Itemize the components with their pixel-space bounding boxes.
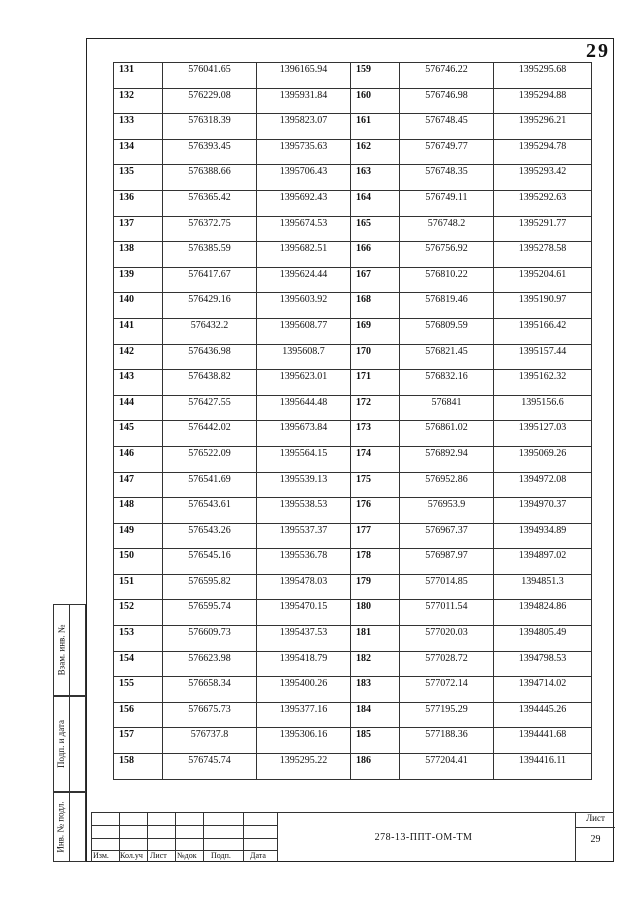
side-label-inventory: Инв. № подл. bbox=[56, 801, 66, 853]
point-number-cell: 164 bbox=[351, 190, 400, 216]
point-number-cell: 174 bbox=[351, 446, 400, 472]
point-number-cell: 138 bbox=[114, 242, 163, 268]
y-coordinate-cell: 1395603.92 bbox=[257, 293, 351, 319]
x-coordinate-cell: 576987.97 bbox=[400, 549, 494, 575]
point-number-cell: 185 bbox=[351, 728, 400, 754]
y-coordinate-cell: 1395157.44 bbox=[494, 344, 592, 370]
table-row bbox=[114, 728, 592, 754]
y-coordinate-cell: 1395624.44 bbox=[257, 267, 351, 293]
y-coordinate-cell: 1395306.16 bbox=[257, 728, 351, 754]
x-coordinate-cell: 576543.61 bbox=[163, 498, 257, 524]
x-coordinate-cell: 576442.02 bbox=[163, 421, 257, 447]
x-coordinate-cell: 576365.42 bbox=[163, 190, 257, 216]
sheet-value: 29 bbox=[590, 834, 601, 845]
point-number-cell: 131 bbox=[114, 63, 163, 89]
point-number-cell: 159 bbox=[351, 63, 400, 89]
point-number-cell: 134 bbox=[114, 139, 163, 165]
table-row bbox=[114, 216, 592, 242]
y-coordinate-cell: 1395296.21 bbox=[494, 114, 592, 140]
y-coordinate-cell: 1395162.32 bbox=[494, 370, 592, 396]
table-row bbox=[114, 446, 592, 472]
point-number-cell: 146 bbox=[114, 446, 163, 472]
table-row bbox=[114, 651, 592, 677]
x-coordinate-cell: 576821.45 bbox=[400, 344, 494, 370]
x-coordinate-cell: 576427.55 bbox=[163, 395, 257, 421]
point-number-cell: 169 bbox=[351, 318, 400, 344]
table-row bbox=[114, 702, 592, 728]
table-row bbox=[114, 242, 592, 268]
y-coordinate-cell: 1394805.49 bbox=[494, 626, 592, 652]
y-coordinate-cell: 1395291.77 bbox=[494, 216, 592, 242]
y-coordinate-cell: 1395608.7 bbox=[257, 344, 351, 370]
stamp-header-signature: Подп. bbox=[211, 851, 231, 860]
x-coordinate-cell: 576967.37 bbox=[400, 523, 494, 549]
table-row bbox=[114, 626, 592, 652]
y-coordinate-cell: 1395682.51 bbox=[257, 242, 351, 268]
point-number-cell: 136 bbox=[114, 190, 163, 216]
table-row bbox=[114, 754, 592, 780]
x-coordinate-cell: 576545.16 bbox=[163, 549, 257, 575]
y-coordinate-cell: 1395564.15 bbox=[257, 446, 351, 472]
point-number-cell: 149 bbox=[114, 523, 163, 549]
x-coordinate-cell: 576543.26 bbox=[163, 523, 257, 549]
y-coordinate-cell: 1395706.43 bbox=[257, 165, 351, 191]
y-coordinate-cell: 1394970.37 bbox=[494, 498, 592, 524]
point-number-cell: 179 bbox=[351, 574, 400, 600]
y-coordinate-cell: 1395156.6 bbox=[494, 395, 592, 421]
x-coordinate-cell: 576417.67 bbox=[163, 267, 257, 293]
point-number-cell: 135 bbox=[114, 165, 163, 191]
x-coordinate-cell: 576041.65 bbox=[163, 63, 257, 89]
y-coordinate-cell: 1395166.42 bbox=[494, 318, 592, 344]
point-number-cell: 152 bbox=[114, 600, 163, 626]
y-coordinate-cell: 1395377.16 bbox=[257, 702, 351, 728]
y-coordinate-cell: 1395823.07 bbox=[257, 114, 351, 140]
x-coordinate-cell: 576623.98 bbox=[163, 651, 257, 677]
x-coordinate-cell: 576522.09 bbox=[163, 446, 257, 472]
point-number-cell: 186 bbox=[351, 754, 400, 780]
point-number-cell: 140 bbox=[114, 293, 163, 319]
table-row bbox=[114, 549, 592, 575]
table-row bbox=[114, 677, 592, 703]
table-row bbox=[114, 190, 592, 216]
y-coordinate-cell: 1394934.89 bbox=[494, 523, 592, 549]
document-code: 278-13-ППТ-ОМ-ТМ bbox=[374, 831, 473, 843]
table-row bbox=[114, 63, 592, 89]
y-coordinate-cell: 1395190.97 bbox=[494, 293, 592, 319]
y-coordinate-cell: 1394441.68 bbox=[494, 728, 592, 754]
x-coordinate-cell: 576748.45 bbox=[400, 114, 494, 140]
point-number-cell: 175 bbox=[351, 472, 400, 498]
x-coordinate-cell: 576745.74 bbox=[163, 754, 257, 780]
x-coordinate-cell: 576393.45 bbox=[163, 139, 257, 165]
x-coordinate-cell: 576436.98 bbox=[163, 344, 257, 370]
x-coordinate-cell: 576658.34 bbox=[163, 677, 257, 703]
point-number-cell: 155 bbox=[114, 677, 163, 703]
point-number-cell: 157 bbox=[114, 728, 163, 754]
x-coordinate-cell: 576746.22 bbox=[400, 63, 494, 89]
x-coordinate-cell: 576595.74 bbox=[163, 600, 257, 626]
y-coordinate-cell: 1395127.03 bbox=[494, 421, 592, 447]
y-coordinate-cell: 1394416.11 bbox=[494, 754, 592, 780]
x-coordinate-cell: 576429.16 bbox=[163, 293, 257, 319]
y-coordinate-cell: 1395608.77 bbox=[257, 318, 351, 344]
side-label-replace: Взам. инв. № bbox=[56, 624, 66, 676]
point-number-cell: 168 bbox=[351, 293, 400, 319]
table-row bbox=[114, 88, 592, 114]
x-coordinate-cell: 576748.2 bbox=[400, 216, 494, 242]
x-coordinate-cell: 576385.59 bbox=[163, 242, 257, 268]
y-coordinate-cell: 1394824.86 bbox=[494, 600, 592, 626]
sheet-label: Лист bbox=[576, 813, 615, 828]
point-number-cell: 161 bbox=[351, 114, 400, 140]
y-coordinate-cell: 1395673.84 bbox=[257, 421, 351, 447]
y-coordinate-cell: 1395470.15 bbox=[257, 600, 351, 626]
side-approval-strip bbox=[53, 604, 86, 862]
point-number-cell: 178 bbox=[351, 549, 400, 575]
x-coordinate-cell: 576749.11 bbox=[400, 190, 494, 216]
point-number-cell: 160 bbox=[351, 88, 400, 114]
y-coordinate-cell: 1395295.68 bbox=[494, 63, 592, 89]
point-number-cell: 180 bbox=[351, 600, 400, 626]
point-number-cell: 133 bbox=[114, 114, 163, 140]
point-number-cell: 177 bbox=[351, 523, 400, 549]
y-coordinate-cell: 1395931.84 bbox=[257, 88, 351, 114]
x-coordinate-cell: 577204.41 bbox=[400, 754, 494, 780]
x-coordinate-cell: 577195.29 bbox=[400, 702, 494, 728]
point-number-cell: 182 bbox=[351, 651, 400, 677]
point-number-cell: 132 bbox=[114, 88, 163, 114]
point-number-cell: 137 bbox=[114, 216, 163, 242]
table-row bbox=[114, 267, 592, 293]
y-coordinate-cell: 1395204.61 bbox=[494, 267, 592, 293]
table-row bbox=[114, 600, 592, 626]
x-coordinate-cell: 576861.02 bbox=[400, 421, 494, 447]
point-number-cell: 148 bbox=[114, 498, 163, 524]
table-row bbox=[114, 421, 592, 447]
table-row bbox=[114, 344, 592, 370]
point-number-cell: 150 bbox=[114, 549, 163, 575]
y-coordinate-cell: 1395537.37 bbox=[257, 523, 351, 549]
x-coordinate-cell: 576438.82 bbox=[163, 370, 257, 396]
x-coordinate-cell: 576229.08 bbox=[163, 88, 257, 114]
point-number-cell: 156 bbox=[114, 702, 163, 728]
x-coordinate-cell: 577072.14 bbox=[400, 677, 494, 703]
point-number-cell: 172 bbox=[351, 395, 400, 421]
x-coordinate-cell: 576609.73 bbox=[163, 626, 257, 652]
point-number-cell: 162 bbox=[351, 139, 400, 165]
y-coordinate-cell: 1396165.94 bbox=[257, 63, 351, 89]
point-number-cell: 154 bbox=[114, 651, 163, 677]
x-coordinate-cell: 577188.36 bbox=[400, 728, 494, 754]
x-coordinate-cell: 576432.2 bbox=[163, 318, 257, 344]
y-coordinate-cell: 1395735.63 bbox=[257, 139, 351, 165]
x-coordinate-cell: 576819.46 bbox=[400, 293, 494, 319]
y-coordinate-cell: 1395069.26 bbox=[494, 446, 592, 472]
y-coordinate-cell: 1394897.02 bbox=[494, 549, 592, 575]
point-number-cell: 183 bbox=[351, 677, 400, 703]
y-coordinate-cell: 1395418.79 bbox=[257, 651, 351, 677]
stamp-header-change: Изм. bbox=[93, 851, 109, 860]
table-row bbox=[114, 114, 592, 140]
point-number-cell: 141 bbox=[114, 318, 163, 344]
x-coordinate-cell: 576756.92 bbox=[400, 242, 494, 268]
x-coordinate-cell: 576746.98 bbox=[400, 88, 494, 114]
point-number-cell: 184 bbox=[351, 702, 400, 728]
point-number-cell: 176 bbox=[351, 498, 400, 524]
x-coordinate-cell: 576737.8 bbox=[163, 728, 257, 754]
y-coordinate-cell: 1395536.78 bbox=[257, 549, 351, 575]
table-row bbox=[114, 318, 592, 344]
x-coordinate-cell: 576748.35 bbox=[400, 165, 494, 191]
y-coordinate-cell: 1394798.53 bbox=[494, 651, 592, 677]
page-number: 29 bbox=[586, 40, 610, 62]
point-number-cell: 145 bbox=[114, 421, 163, 447]
stamp-header-sheet: Лист bbox=[150, 851, 167, 860]
y-coordinate-cell: 1395674.53 bbox=[257, 216, 351, 242]
point-number-cell: 142 bbox=[114, 344, 163, 370]
y-coordinate-cell: 1395294.78 bbox=[494, 139, 592, 165]
point-number-cell: 173 bbox=[351, 421, 400, 447]
point-number-cell: 147 bbox=[114, 472, 163, 498]
x-coordinate-cell: 576892.94 bbox=[400, 446, 494, 472]
x-coordinate-cell: 576953.9 bbox=[400, 498, 494, 524]
y-coordinate-cell: 1395293.42 bbox=[494, 165, 592, 191]
table-row bbox=[114, 472, 592, 498]
y-coordinate-cell: 1395400.26 bbox=[257, 677, 351, 703]
y-coordinate-cell: 1394851.3 bbox=[494, 574, 592, 600]
point-number-cell: 170 bbox=[351, 344, 400, 370]
y-coordinate-cell: 1395644.48 bbox=[257, 395, 351, 421]
table-row bbox=[114, 370, 592, 396]
sheet-box bbox=[575, 812, 615, 862]
y-coordinate-cell: 1395539.13 bbox=[257, 472, 351, 498]
x-coordinate-cell: 576952.86 bbox=[400, 472, 494, 498]
point-number-cell: 151 bbox=[114, 574, 163, 600]
y-coordinate-cell: 1395295.22 bbox=[257, 754, 351, 780]
point-number-cell: 153 bbox=[114, 626, 163, 652]
x-coordinate-cell: 576809.59 bbox=[400, 318, 494, 344]
table-row bbox=[114, 523, 592, 549]
coordinates-table bbox=[113, 62, 592, 780]
stamp-header-date: Дата bbox=[250, 851, 266, 860]
y-coordinate-cell: 1395623.01 bbox=[257, 370, 351, 396]
x-coordinate-cell: 576318.39 bbox=[163, 114, 257, 140]
table-row bbox=[114, 574, 592, 600]
point-number-cell: 144 bbox=[114, 395, 163, 421]
y-coordinate-cell: 1395278.58 bbox=[494, 242, 592, 268]
y-coordinate-cell: 1395538.53 bbox=[257, 498, 351, 524]
stamp-header-docnum: №док bbox=[177, 851, 197, 860]
y-coordinate-cell: 1395437.53 bbox=[257, 626, 351, 652]
point-number-cell: 165 bbox=[351, 216, 400, 242]
y-coordinate-cell: 1395294.88 bbox=[494, 88, 592, 114]
x-coordinate-cell: 577011.54 bbox=[400, 600, 494, 626]
x-coordinate-cell: 576675.73 bbox=[163, 702, 257, 728]
table-row bbox=[114, 165, 592, 191]
x-coordinate-cell: 576810.22 bbox=[400, 267, 494, 293]
stamp-header-count: Кол.уч bbox=[120, 851, 143, 860]
x-coordinate-cell: 576841 bbox=[400, 395, 494, 421]
table-row bbox=[114, 139, 592, 165]
point-number-cell: 181 bbox=[351, 626, 400, 652]
table-row bbox=[114, 498, 592, 524]
x-coordinate-cell: 576832.16 bbox=[400, 370, 494, 396]
point-number-cell: 163 bbox=[351, 165, 400, 191]
table-row bbox=[114, 293, 592, 319]
point-number-cell: 139 bbox=[114, 267, 163, 293]
x-coordinate-cell: 577020.03 bbox=[400, 626, 494, 652]
title-block bbox=[91, 812, 614, 862]
point-number-cell: 143 bbox=[114, 370, 163, 396]
y-coordinate-cell: 1395292.63 bbox=[494, 190, 592, 216]
point-number-cell: 166 bbox=[351, 242, 400, 268]
table-row bbox=[114, 395, 592, 421]
x-coordinate-cell: 577014.85 bbox=[400, 574, 494, 600]
y-coordinate-cell: 1394714.02 bbox=[494, 677, 592, 703]
point-number-cell: 171 bbox=[351, 370, 400, 396]
x-coordinate-cell: 576541.69 bbox=[163, 472, 257, 498]
y-coordinate-cell: 1395692.43 bbox=[257, 190, 351, 216]
x-coordinate-cell: 577028.72 bbox=[400, 651, 494, 677]
side-label-sign-date: Подп. и дата bbox=[56, 719, 66, 769]
y-coordinate-cell: 1394445.26 bbox=[494, 702, 592, 728]
x-coordinate-cell: 576388.66 bbox=[163, 165, 257, 191]
y-coordinate-cell: 1394972.08 bbox=[494, 472, 592, 498]
x-coordinate-cell: 576372.75 bbox=[163, 216, 257, 242]
point-number-cell: 158 bbox=[114, 754, 163, 780]
x-coordinate-cell: 576749.77 bbox=[400, 139, 494, 165]
point-number-cell: 167 bbox=[351, 267, 400, 293]
x-coordinate-cell: 576595.82 bbox=[163, 574, 257, 600]
y-coordinate-cell: 1395478.03 bbox=[257, 574, 351, 600]
